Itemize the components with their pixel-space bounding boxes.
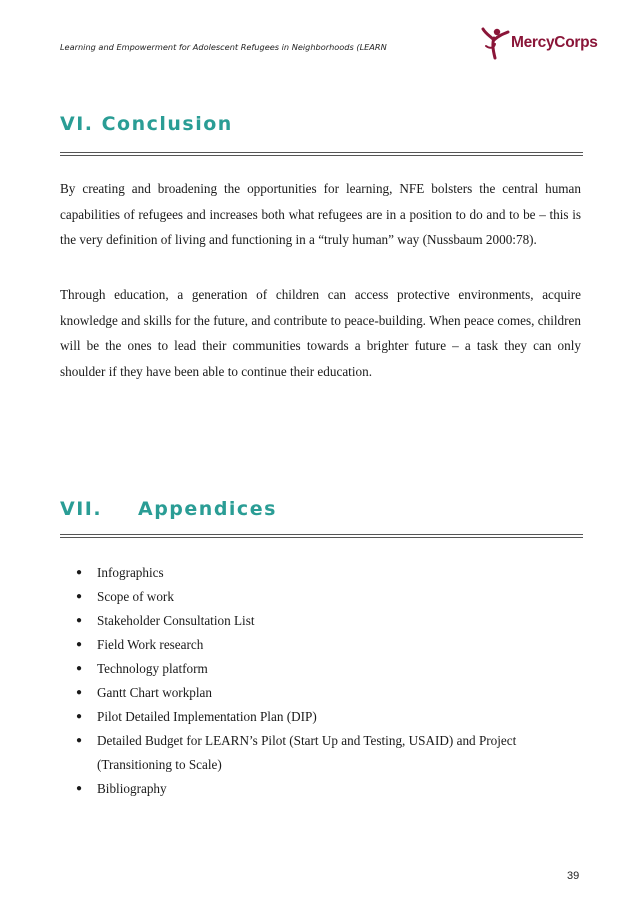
section-title-text: Appendices (138, 498, 277, 520)
list-item (76, 729, 584, 777)
bullet-icon: ● (76, 663, 83, 674)
mercy-corps-figure-icon (481, 26, 511, 60)
list-item (76, 777, 584, 801)
mercy-corps-logo (481, 26, 598, 60)
list-item-text: Infographics (97, 565, 164, 580)
heading-divider (60, 152, 583, 156)
section-heading-appendices (60, 498, 277, 520)
list-item-text: Stakeholder Consultation List (97, 613, 255, 628)
section-number: VII. (60, 498, 103, 520)
list-item (76, 609, 584, 633)
bullet-icon: ● (76, 567, 83, 578)
heading-divider (60, 534, 583, 538)
bullet-icon: ● (76, 615, 83, 626)
appendices-list (76, 561, 584, 801)
running-header: Learning and Empowerment for Adolescent Refugees in Neighborhoods (LEARN (60, 42, 387, 52)
bullet-icon: ● (76, 687, 83, 698)
list-item-text: Pilot Detailed Implementation Plan (DIP) (97, 709, 317, 724)
page-number: 39 (567, 870, 580, 882)
list-item-text: Gantt Chart workplan (97, 685, 212, 700)
list-item-text: Scope of work (97, 589, 174, 604)
list-item-text: Bibliography (97, 781, 167, 796)
logo-wordmark: MercyCorps (511, 34, 598, 51)
list-item (76, 561, 584, 585)
bullet-icon: ● (76, 783, 83, 794)
list-item-text: Field Work research (97, 637, 204, 652)
conclusion-paragraph: By creating and broadening the opportunities for learning, NFE bolsters the central human capabilities of refugees and increases both what refugees are in a position to do and to be – this is the very definition of living and functioning in a “truly human” way (Nussbaum 2000:78). (60, 181, 581, 248)
bullet-icon: ● (76, 735, 83, 746)
list-item-text: Detailed Budget for LEARN’s Pilot (Start Up and Testing, USAID) and Project (Transitioning to Scale) (97, 733, 517, 772)
bullet-icon: ● (76, 591, 83, 602)
bullet-icon: ● (76, 711, 83, 722)
section-heading-conclusion: VI. Conclusion (60, 113, 233, 135)
list-item (76, 705, 584, 729)
list-item (76, 633, 584, 657)
list-item-text: Technology platform (97, 661, 208, 676)
conclusion-paragraph: Through education, a generation of children can access protective environments, acquire knowledge and skills for the future, and contribute to peace-building. When peace comes, children will be the ones to lead their communities towards a brighter future – a task they can only shoulder if they have been able to continue their education. (60, 287, 581, 379)
list-item (76, 681, 584, 705)
list-item (76, 657, 584, 681)
bullet-icon: ● (76, 639, 83, 650)
list-item (76, 585, 584, 609)
